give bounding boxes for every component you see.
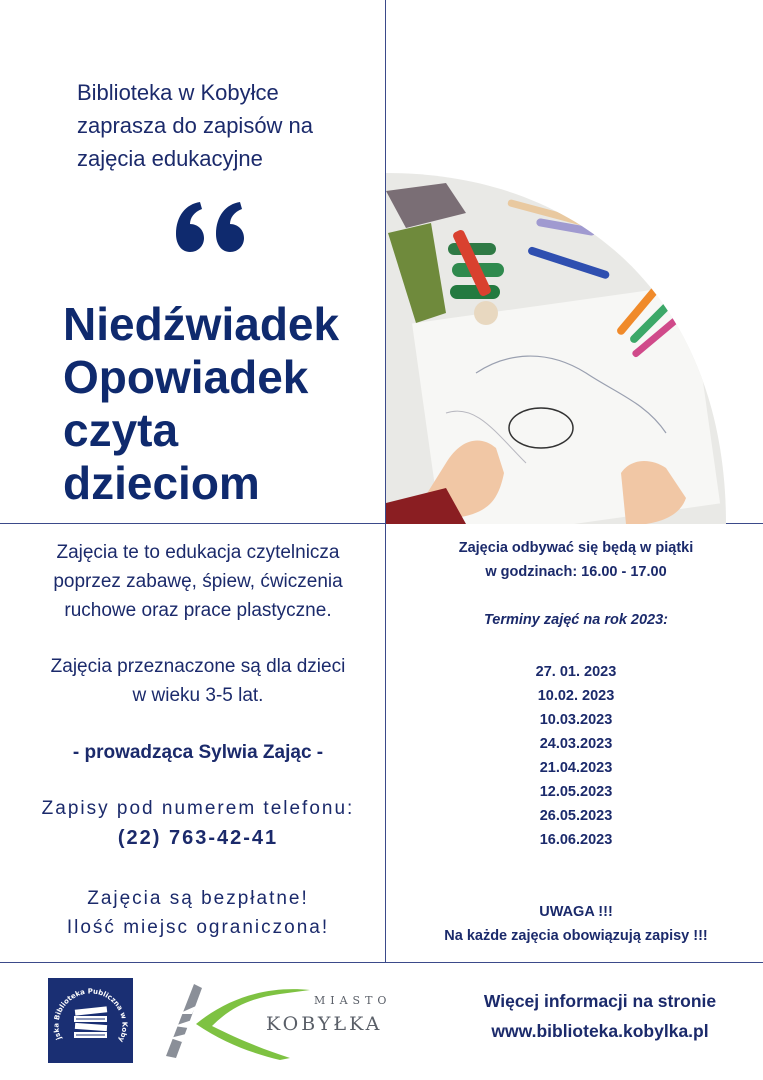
city-logo-small: MIASTO <box>314 994 392 1007</box>
title-line: Niedźwiadek <box>63 298 340 350</box>
age-line: Zajęcia przeznaczone są dla dzieci <box>50 656 346 677</box>
library-logo <box>48 978 133 1063</box>
footer-info-line: Więcej informacji na stronie <box>483 991 717 1011</box>
signup-label: Zapisy pod numerem telefonu: <box>41 798 355 819</box>
intro-line: Biblioteka w Kobyłce <box>77 80 279 105</box>
horizontal-divider-footer <box>0 962 763 963</box>
term-date: 12.05.2023 <box>539 784 613 800</box>
event-title <box>63 298 383 510</box>
notice-title: UWAGA !!! <box>539 904 613 920</box>
term-date: 10.03.2023 <box>539 712 613 728</box>
intro-line: zaprasza do zapisów na <box>77 113 314 138</box>
description-line: ruchowe oraz prace plastyczne. <box>64 600 332 621</box>
schedule-column <box>395 536 757 948</box>
title-line: dzieciom <box>63 457 260 509</box>
age-line: w wieku 3-5 lat. <box>132 685 264 706</box>
website-link[interactable]: www.biblioteka.kobylka.pl <box>491 1021 709 1041</box>
term-date: 10.02. 2023 <box>537 688 615 704</box>
title-line: Opowiadek <box>63 351 309 403</box>
children-drawing-photo <box>386 173 763 524</box>
term-date: 27. 01. 2023 <box>535 664 617 680</box>
city-logo <box>160 978 420 1063</box>
description-column <box>20 538 376 942</box>
description-line: poprzez zabawę, śpiew, ćwiczenia <box>53 571 343 592</box>
term-date: 26.05.2023 <box>539 808 613 824</box>
description-line: Zajęcia te to edukacja czytelnicza <box>56 542 340 563</box>
schedule-line: Zajęcia odbywać się będą w piątki <box>458 540 694 556</box>
quote-mark-icon <box>172 200 248 252</box>
free-line: Zajęcia są bezpłatne! <box>87 888 309 909</box>
library-logo-text: jska Biblioteka Publiczna w Koby <box>52 987 129 1044</box>
title-line: czyta <box>63 404 179 456</box>
terms-heading: Terminy zajęć na rok 2023: <box>483 612 669 628</box>
intro-line: zajęcia edukacyjne <box>77 146 263 171</box>
schedule-line: w godzinach: 16.00 - 17.00 <box>485 564 667 580</box>
city-logo-big: KOBYŁKA <box>266 1013 383 1035</box>
footer-info <box>455 986 745 1046</box>
term-date: 24.03.2023 <box>539 736 613 752</box>
notice-text: Na każde zajęcia obowiązują zapisy !!! <box>444 928 708 944</box>
term-date: 21.04.2023 <box>539 760 613 776</box>
free-line: Ilość miejsc ograniczona! <box>66 917 330 938</box>
phone-number: (22) 763-42-41 <box>117 827 279 849</box>
intro-text <box>77 76 377 175</box>
term-date: 16.06.2023 <box>539 832 613 848</box>
leader-name: - prowadząca Sylwia Zając - <box>72 742 324 763</box>
